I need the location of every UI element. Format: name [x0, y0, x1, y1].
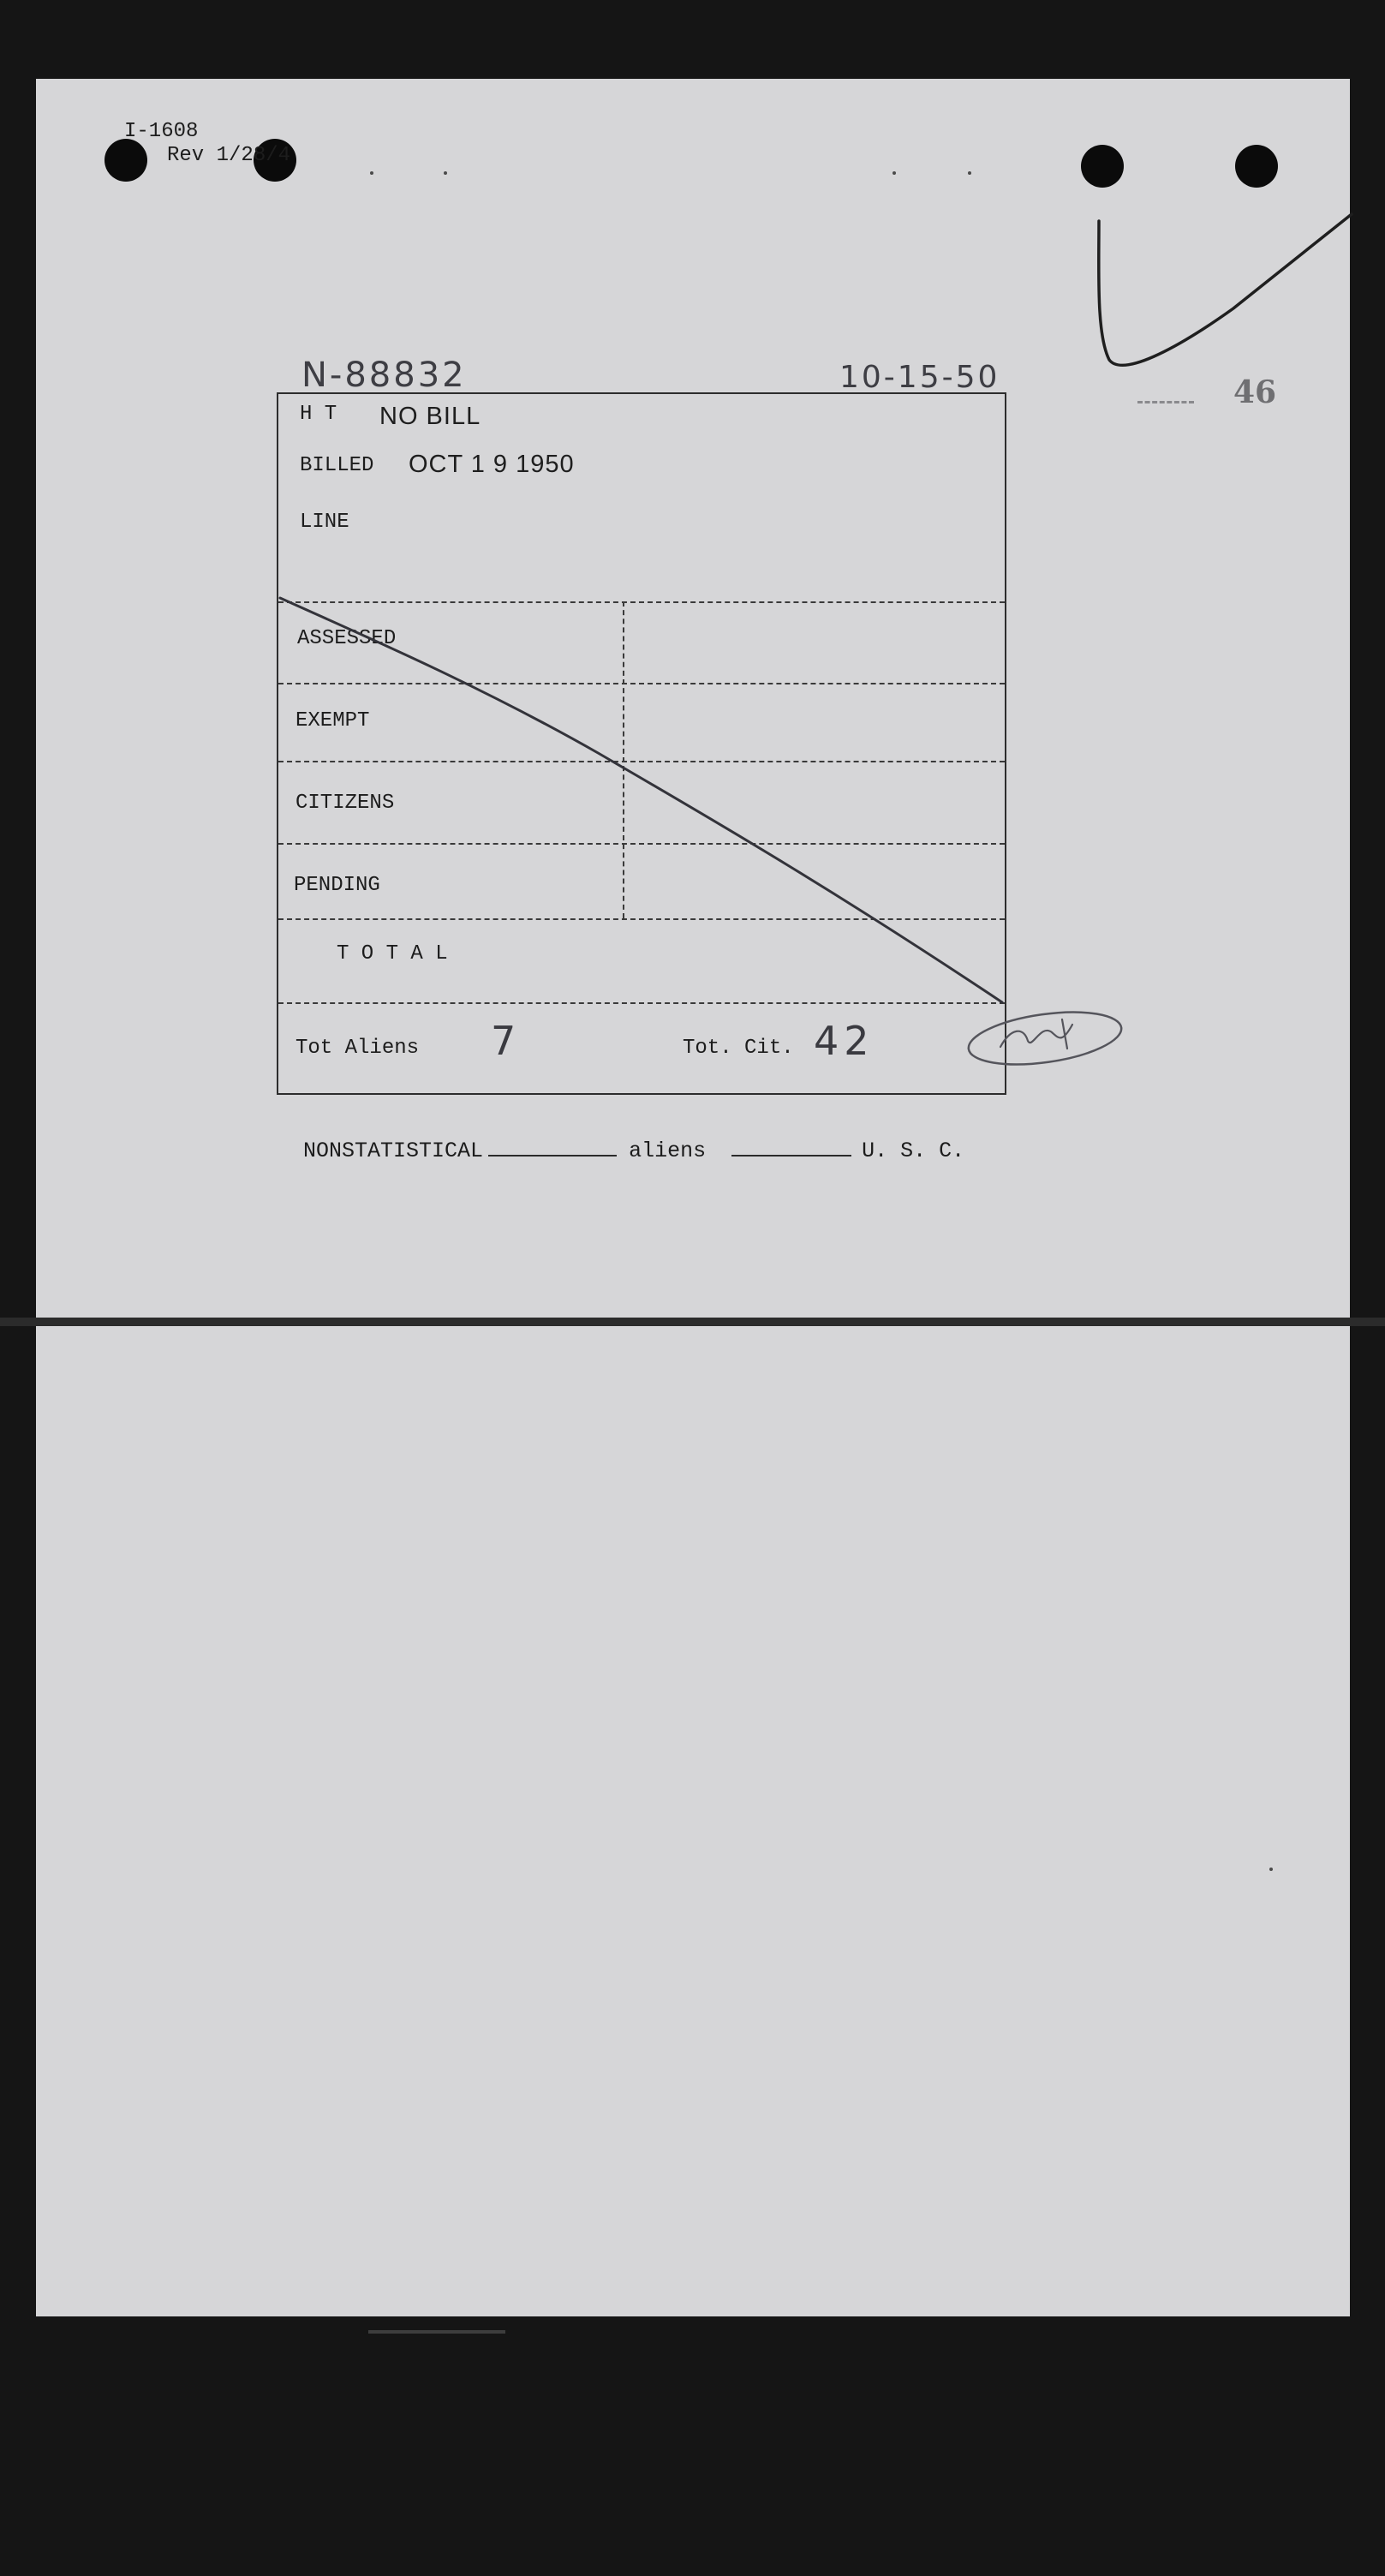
dash-mark: [1137, 401, 1194, 403]
form-code-line1: I-1608: [124, 120, 199, 143]
usc-label: U. S. C.: [862, 1139, 965, 1163]
total-label: T O T A L: [337, 942, 448, 965]
divider: [278, 918, 1005, 920]
punch-hole-right-2: [1235, 145, 1278, 188]
row-label-citizens: CITIZENS: [296, 792, 395, 815]
ht-label: H T: [300, 403, 337, 426]
speck: [444, 171, 447, 175]
aliens-label: aliens: [629, 1139, 707, 1163]
film-line: [368, 2330, 505, 2334]
speck: [1269, 1868, 1273, 1871]
handwritten-file-number: N-88832: [301, 356, 467, 395]
film-line: [0, 1318, 1385, 1326]
tot-cit-label: Tot. Cit.: [683, 1037, 794, 1060]
divider: [278, 683, 1005, 684]
divider: [278, 601, 1005, 603]
divider: [278, 1002, 1005, 1004]
manifest-card: [277, 392, 1006, 1095]
form-code-line2: Rev 1/28/4: [167, 144, 291, 167]
row-label-pending: PENDING: [294, 874, 380, 897]
column-divider: [623, 601, 624, 918]
speck: [968, 171, 971, 175]
nonstatistical-label: NONSTATISTICAL: [303, 1139, 484, 1163]
divider: [278, 843, 1005, 845]
line-label: LINE: [300, 511, 349, 534]
billed-label: BILLED: [300, 454, 374, 477]
row-label-exempt: EXEMPT: [296, 709, 370, 732]
nonstatistical-blank: [488, 1154, 617, 1157]
aliens-blank: [731, 1154, 851, 1157]
page-number: 46: [1233, 374, 1277, 410]
handwritten-date: 10-15-50: [839, 360, 1000, 395]
punch-hole-right-1: [1081, 145, 1124, 188]
divider: [278, 761, 1005, 762]
billed-date-stamp: OCT 1 9 1950: [409, 451, 575, 478]
tot-aliens-label: Tot Aliens: [296, 1037, 420, 1060]
handwritten-aliens-count: 7: [491, 1018, 522, 1064]
speck: [370, 171, 373, 175]
nonstatistical-line: [252, 1114, 964, 1188]
form-code: [124, 120, 290, 168]
handwritten-citizens-count: 42: [814, 1018, 875, 1064]
speck: [892, 171, 896, 175]
no-bill-stamp: NO BILL: [379, 403, 481, 430]
row-label-assessed: ASSESSED: [297, 627, 397, 650]
